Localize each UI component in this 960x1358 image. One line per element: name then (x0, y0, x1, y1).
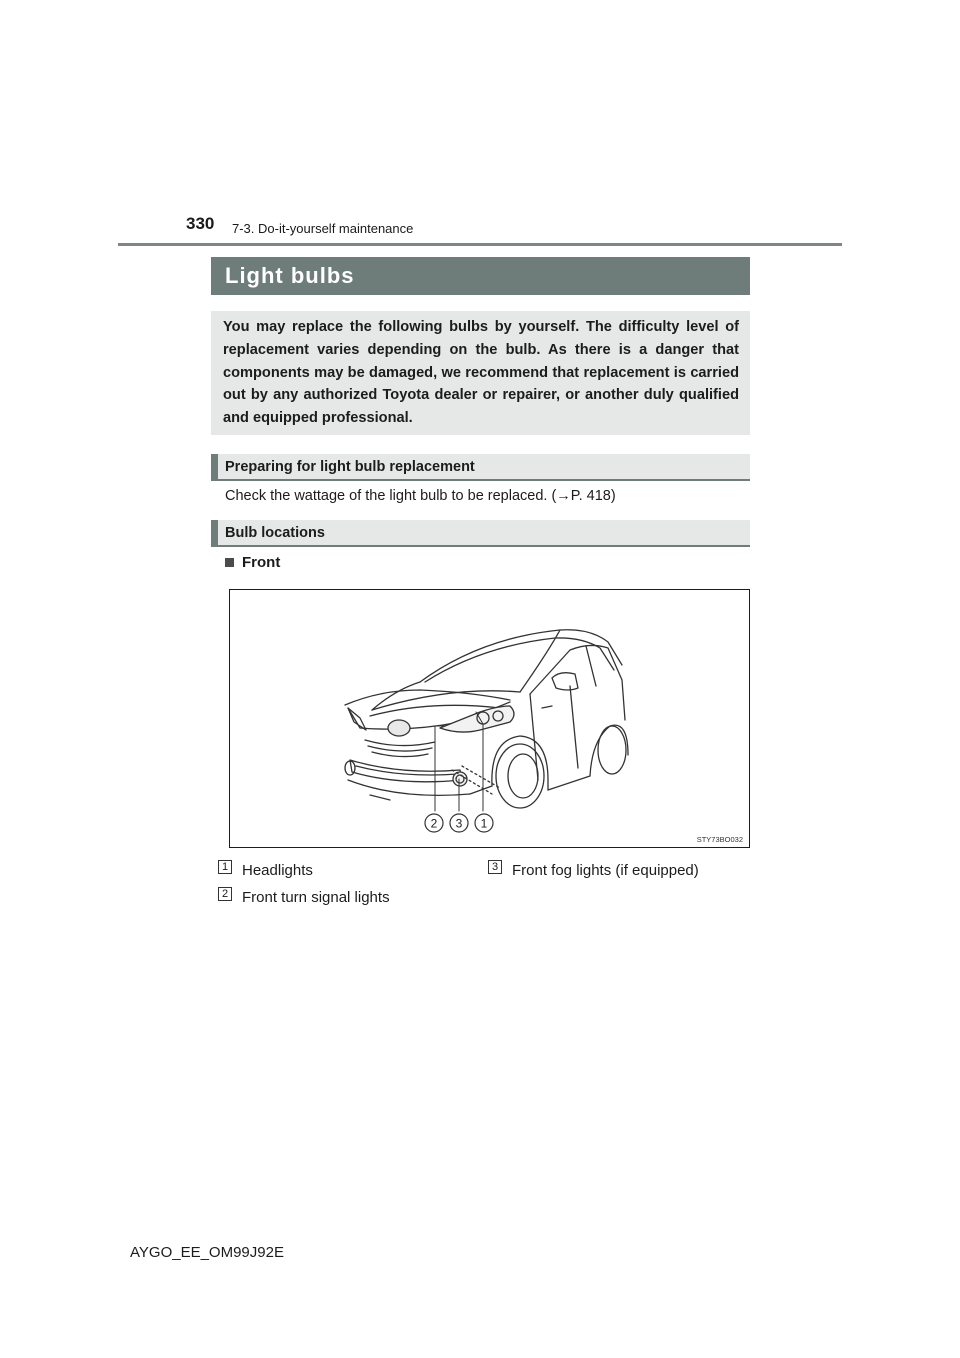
square-bullet-icon (225, 558, 234, 567)
manual-code: AYGO_EE_OM99J92E (130, 1244, 284, 1261)
preparing-heading-rule (211, 479, 750, 481)
figure-code: STY73BO032 (696, 835, 743, 844)
legend-marker-3: 3 (488, 860, 502, 874)
callout-1-label: 1 (480, 816, 488, 831)
page-number: 330 (186, 214, 215, 233)
bulb-location-figure (229, 589, 750, 848)
legend-marker-1: 1 (218, 860, 232, 874)
callout-2-label: 2 (430, 816, 438, 831)
front-subheading (225, 554, 280, 571)
legend-marker-2: 2 (218, 887, 232, 901)
callout-3-label: 3 (455, 816, 463, 831)
legend-front-fog: Front fog lights (if equipped) (512, 862, 699, 879)
callout-3 (450, 814, 468, 832)
front-label: Front (242, 554, 281, 571)
page-title: Light bulbs (211, 257, 750, 295)
section-reference: 7-3. Do-it-yourself maintenance (232, 221, 414, 236)
preparing-text: Check the wattage of the light bulb to be replaced. (→P. 418) (225, 488, 616, 504)
bulb-locations-heading: Bulb locations (211, 520, 750, 546)
callout-1 (475, 814, 493, 832)
bulb-locations-heading-rule (211, 545, 750, 547)
intro-text: You may replace the following bulbs by yourself. The difficulty level of replacement varies depending on the bulb. As there is a danger that components may be damaged, we recommend that replacement is carried out by any authorized Toyota dealer or repairer, or another duly qualified and equipped professional. (223, 319, 739, 427)
figure-callouts (230, 590, 749, 847)
header-divider (118, 243, 842, 246)
callout-2 (425, 814, 443, 832)
preparing-heading: Preparing for light bulb replacement (211, 454, 750, 480)
intro-box (211, 311, 750, 435)
legend-front-turn-signal: Front turn signal lights (242, 889, 390, 906)
legend-headlights: Headlights (242, 862, 313, 879)
